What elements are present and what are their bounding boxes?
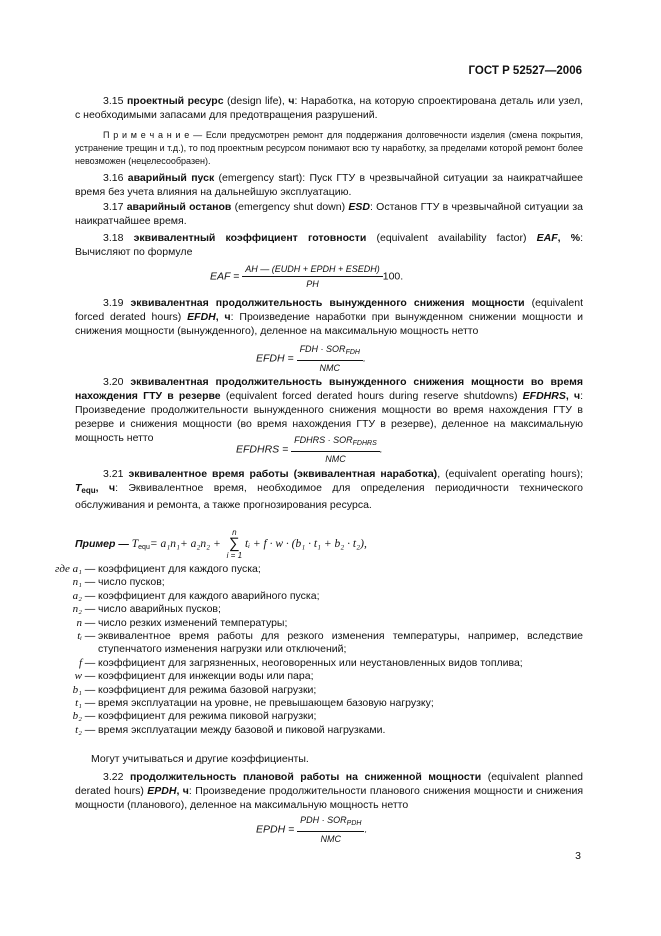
legend-text: коэффициент для загрязненных, неоговоренных или неустановленных видов топлива; <box>98 656 523 669</box>
legend-text: коэффициент для режима пиковой нагрузки; <box>98 710 317 723</box>
section-number: 3.18 <box>103 232 124 244</box>
abbreviation-subscript: equ <box>81 486 96 495</box>
unit: ч <box>288 95 295 107</box>
legend-symbol: b₁ <box>72 683 82 696</box>
legend-text: время эксплуатации на уровне, не превышающем базовую нагрузку; <box>98 697 434 710</box>
legend-item <box>48 697 583 710</box>
sum-upper-limit: n <box>232 528 237 537</box>
section-number: 3.15 <box>103 95 124 107</box>
formula-tail: 100. <box>382 270 404 283</box>
note <box>75 129 583 168</box>
legend-item <box>48 657 583 670</box>
legend-item <box>48 576 583 589</box>
legend-item <box>48 603 583 616</box>
term-english: (design life), <box>223 95 289 107</box>
formula-numerator <box>291 434 380 452</box>
legend-symbol: t₁ <box>75 697 82 710</box>
legend-item <box>48 563 583 576</box>
legend-item <box>48 670 583 683</box>
legend-dash: — <box>84 697 96 710</box>
numerator-subscript: FDHRS <box>352 440 377 447</box>
section-number: 3.16 <box>103 172 124 184</box>
numerator-main: FDHRS · SOR <box>294 435 353 445</box>
legend-text: число пусков; <box>98 576 165 589</box>
legend-symbol: w <box>74 670 82 683</box>
formula-denominator: PH <box>306 279 319 289</box>
section-3-22 <box>75 770 583 812</box>
legend-symbol: n₁ <box>72 576 82 589</box>
unit: , ч <box>215 311 231 323</box>
section-3-18 <box>75 231 583 259</box>
legend-text: коэффициент для каждого пуска; <box>98 563 261 575</box>
legend-dash: — <box>84 603 96 616</box>
legend-item <box>48 710 583 723</box>
formula-denominator: NMC <box>320 834 342 844</box>
section-3-17 <box>75 200 583 228</box>
formula-epdh <box>256 814 367 845</box>
example-formula <box>75 528 367 560</box>
legend-dash: — <box>84 576 96 589</box>
formula-denominator: NMC <box>319 363 340 373</box>
formula-fraction <box>297 814 364 845</box>
example-part1: = a₁n₁+ a₂n₂ + <box>149 537 221 550</box>
legend-dash: — <box>84 670 96 683</box>
example-lhs-subscript: equ <box>138 543 150 551</box>
term-english: (equivalent forced derated hours) <box>75 297 583 323</box>
variable-legend <box>48 563 583 737</box>
legend-item <box>48 684 583 697</box>
definition: : Эквивалентное время, необходимое для определения периодичности технического обслуживания и ремонта, а также прогнозирования ресурса. <box>75 482 583 511</box>
term-english: , (equivalent operating hours); <box>437 468 584 480</box>
sum-lower-limit: i = 1 <box>226 551 243 560</box>
legend-item <box>48 617 583 630</box>
legend-symbol: b₂ <box>72 710 82 723</box>
formula-lhs: EPDH = <box>256 823 295 836</box>
term-english: (emergency shut down) <box>231 201 349 213</box>
definition: : Останов ГТУ в чрезвычайной ситуации за наикратчайшее время. <box>75 201 583 227</box>
legend-dash: — <box>84 589 96 602</box>
summation-symbol <box>227 528 242 560</box>
legend-item <box>48 724 583 737</box>
term: эквивалентная продолжительность вынужденного снижения мощности во время нахождения ГТУ в резерве <box>75 376 583 402</box>
sigma-icon: ∑ <box>228 535 240 552</box>
legend-symbol: tᵢ <box>77 630 82 643</box>
abbreviation: EFDHRS <box>522 390 566 402</box>
formula-tail: . <box>379 443 383 456</box>
term: проектный ресурс <box>126 95 224 107</box>
legend-item <box>48 630 583 657</box>
legend-text: время эксплуатации между базовой и пиковой нагрузками. <box>98 723 386 736</box>
example-label: Пример — <box>75 537 129 550</box>
formula-eaf <box>210 263 403 290</box>
definition: (emergency start): Пуск ГТУ в чрезвычайной ситуации за наикратчайшее время без учета влияния на дальнейшую эксплуатацию. <box>75 172 583 198</box>
numerator-main: FDH · SOR <box>299 344 346 354</box>
legend-dash: — <box>84 656 96 669</box>
term: аварийный останов <box>126 201 232 213</box>
term: аварийный пуск <box>127 172 215 184</box>
term: эквивалентный коэффициент готовности <box>133 232 367 244</box>
legend-symbol: n₂ <box>72 603 82 616</box>
note-text: — Если предусмотрен ремонт для поддержания долговечности изделия (смена покрытия, устранение трещин и т.д.), то под проектным ресурсом понимают всю ту наработку, за пределами которой ремонт более невозможен (нецелесообразен). <box>75 130 583 166</box>
numerator-subscript: FDH <box>345 349 360 356</box>
formula-numerator <box>297 814 364 832</box>
formula-tail: . <box>364 823 368 836</box>
term: продолжительность плановой работы на сниженной мощности <box>129 771 482 783</box>
formula-fraction <box>242 263 383 290</box>
formula-efdh <box>256 343 366 374</box>
example-part2: tᵢ + f · w · (b₁ · t₁ + b₂ · t₂), <box>245 537 367 550</box>
section-3-21 <box>75 467 583 512</box>
legend-symbol: a₂ <box>72 589 82 602</box>
section-3-15 <box>75 94 583 122</box>
unit: , ч <box>95 482 116 494</box>
abbreviation: EFDH <box>187 311 216 323</box>
unit: , ч <box>176 785 189 797</box>
legend-dash: — <box>84 683 96 696</box>
abbreviation: T <box>75 482 82 494</box>
section-3-19 <box>75 296 583 338</box>
legend-symbol: где a₁ <box>55 563 82 575</box>
page-number: 3 <box>575 850 581 862</box>
other-coefficients-note: Могут учитываться и другие коэффициенты. <box>91 753 309 765</box>
legend-dash: — <box>84 710 96 723</box>
term-english: (equivalent availability factor) <box>366 232 537 244</box>
definition: : Произведение наработки при вынужденном снижении мощности и снижения мощности (вынужденного), деленное на максимальную мощность нетто <box>75 311 584 337</box>
formula-numerator <box>297 343 363 361</box>
section-number: 3.21 <box>103 468 124 480</box>
legend-item <box>48 590 583 603</box>
definition: : Наработка, на которую спроектирована деталь или узел, с необходимыми запасами для предотвращения разрушений. <box>75 95 583 121</box>
definition: : Произведение продолжительности вынужденного снижения мощности во время нахождения ГТУ в резерве и снижения мощности (во время нахождения ГТУ в резерве), деленное на максимальную мощность нетто <box>75 390 583 444</box>
formula-lhs: EFDH = <box>256 352 294 365</box>
term-english: (equivalent forced derated hours during reserve shutdowns) <box>220 390 523 402</box>
section-number: 3.19 <box>103 297 124 309</box>
term: эквивалентное время работы (эквивалентная наработка) <box>128 468 438 480</box>
section-number: 3.22 <box>103 771 124 783</box>
formula-numerator: AH — (EUDH + EPDH + ESEDH) <box>242 263 383 277</box>
abbreviation: EAF <box>536 232 558 244</box>
definition: : Вычисляют по формуле <box>75 232 583 258</box>
legend-text: коэффициент для режима базовой нагрузки; <box>98 683 317 696</box>
legend-symbol: f <box>78 656 82 669</box>
section-number: 3.17 <box>103 201 124 213</box>
note-label: П р и м е ч а н и е <box>103 130 190 140</box>
unit: , % <box>557 232 581 244</box>
legend-dash: — <box>84 723 96 736</box>
legend-text: коэффициент для каждого аварийного пуска; <box>98 589 320 602</box>
formula-efdhrs <box>236 434 383 465</box>
legend-symbol: n <box>76 616 82 629</box>
formula-fraction <box>297 343 363 374</box>
numerator-main: PDH · SOR <box>300 815 347 825</box>
formula-lhs: EFDHRS = <box>236 443 289 456</box>
abbreviation: ESD <box>348 201 370 213</box>
section-number: 3.20 <box>103 376 124 388</box>
legend-symbol: t₂ <box>75 723 82 736</box>
unit: , ч <box>565 390 581 402</box>
legend-text: число аварийных пусков; <box>98 603 221 616</box>
definition: : Произведение продолжительности планового снижения мощности и снижения мощности (планового), деленное на максимальную мощность нетто <box>75 785 584 811</box>
formula-tail: . <box>362 352 366 365</box>
legend-dash: — <box>84 630 96 643</box>
term-english: (equivalent planned derated hours) <box>75 771 583 797</box>
formula-fraction <box>291 434 380 465</box>
example-lhs: T <box>131 537 139 550</box>
term: эквивалентная продолжительность вынужденного снижения мощности <box>130 297 525 309</box>
abbreviation: EPDH <box>147 785 177 797</box>
formula-denominator: NMC <box>325 454 346 464</box>
legend-dash: — <box>84 563 96 575</box>
section-3-16 <box>75 171 583 199</box>
numerator-subscript: PDH <box>346 820 362 827</box>
standard-header: ГОСТ Р 52527—2006 <box>468 65 582 77</box>
legend-text: коэффициент для инжекции воды или пара; <box>98 670 314 683</box>
legend-text: число резких изменений температуры; <box>98 616 288 629</box>
legend-dash: — <box>84 616 96 629</box>
legend-text: эквивалентное время работы для резкого изменения температуры, например, вследствие ступенчатого изменения нагрузки или отключений; <box>98 630 583 656</box>
formula-lhs: EAF = <box>210 270 240 283</box>
